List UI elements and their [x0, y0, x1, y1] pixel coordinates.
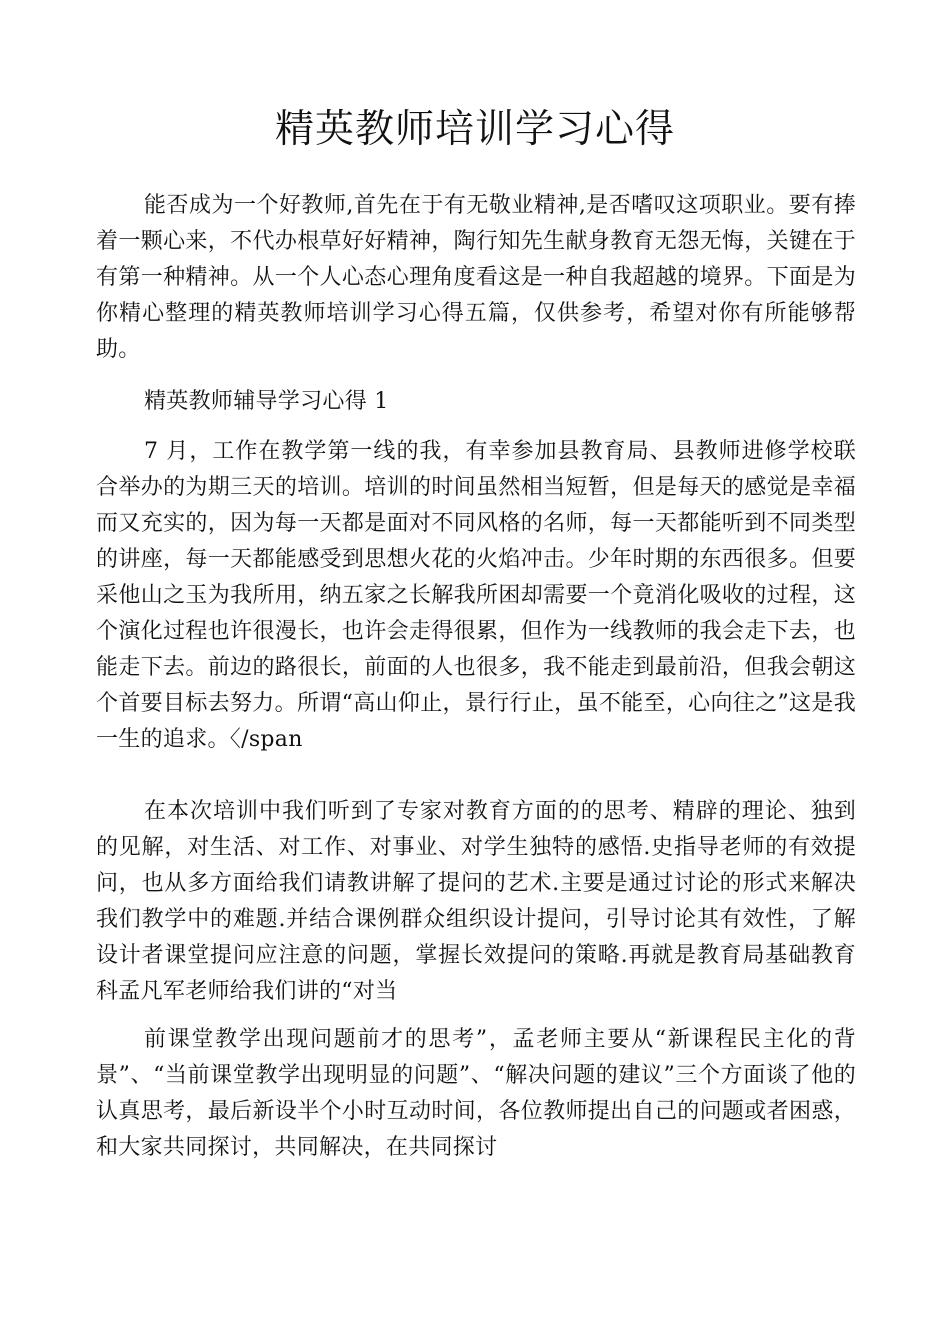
intro-paragraph: 能否成为一个好教师,首先在于有无敬业精神,是否嗜叹这项职业。要有捧着一颗心来，不代办根草好好精神，陶行知先生献身教育无怨无悔，关键在于有第一种精神。从一个人心态心理角度看这是一种自我超越的境界。下面是为你精心整理的精英教师培训学习心得五篇，仅供参考，希望对你有所能够帮助。: [96, 193, 856, 362]
section-heading: 精英教师辅导学习心得 1: [144, 389, 389, 414]
body-paragraph-2: 在本次培训中我们听到了专家对教育方面的的思考、精辟的理论、独到的见解，对生活、对工作、对事业、对学生独特的感悟.史指导老师的有效提问，也从多方面给我们请教讲解了提问的艺术.主要是通过讨论的形式来解决我们教学中的难题.并结合课例群众组织设计提问，引导讨论其有效性，了解设计者课堂提问应注意的问题，掌握长效提问的策略.再就是教育局基础教育科孟凡军老师给我们讲的“对当: [96, 799, 856, 1004]
body-paragraph-3: 前课堂教学出现问题前才的思考”，孟老师主要从“新课程民主化的背景”、“当前课堂教学出现明显的问题”、“解决问题的建议”三个方面谈了他的认真思考，最后新设半个小时互动时间，各位教师提出自己的问题或者困惑，和大家共同探讨，共同解决，在共同探讨: [96, 1027, 856, 1160]
body-paragraph-1: 7 月，工作在教学第一线的我，有幸参加县教育局、县教师进修学校联合举办的为期三天的培训。培训的时间虽然相当短暂，但是每天的感觉是幸福而又充实的，因为每一天都是面对不同风格的名师，每一天都能听到不同类型的讲座，每一天都能感受到思想火花的火焰冲击。少年时期的东西很多。但要采他山之玉为我所用，纳五家之长解我所困却需要一个竟消化吸收的过程，这个演化过程也许很漫长，也许会走得很累，但作为一线教师的我会走下去，也能走下去。前边的路很长，前面的人也很多，我不能走到最前沿，但我会朝这个首要目标去努力。所谓“高山仰止，景行行止，虽不能至，心向往之”这是我一生的追求。〈/span: [96, 439, 856, 752]
document-title: 精英教师培训学习心得: [274, 107, 675, 152]
